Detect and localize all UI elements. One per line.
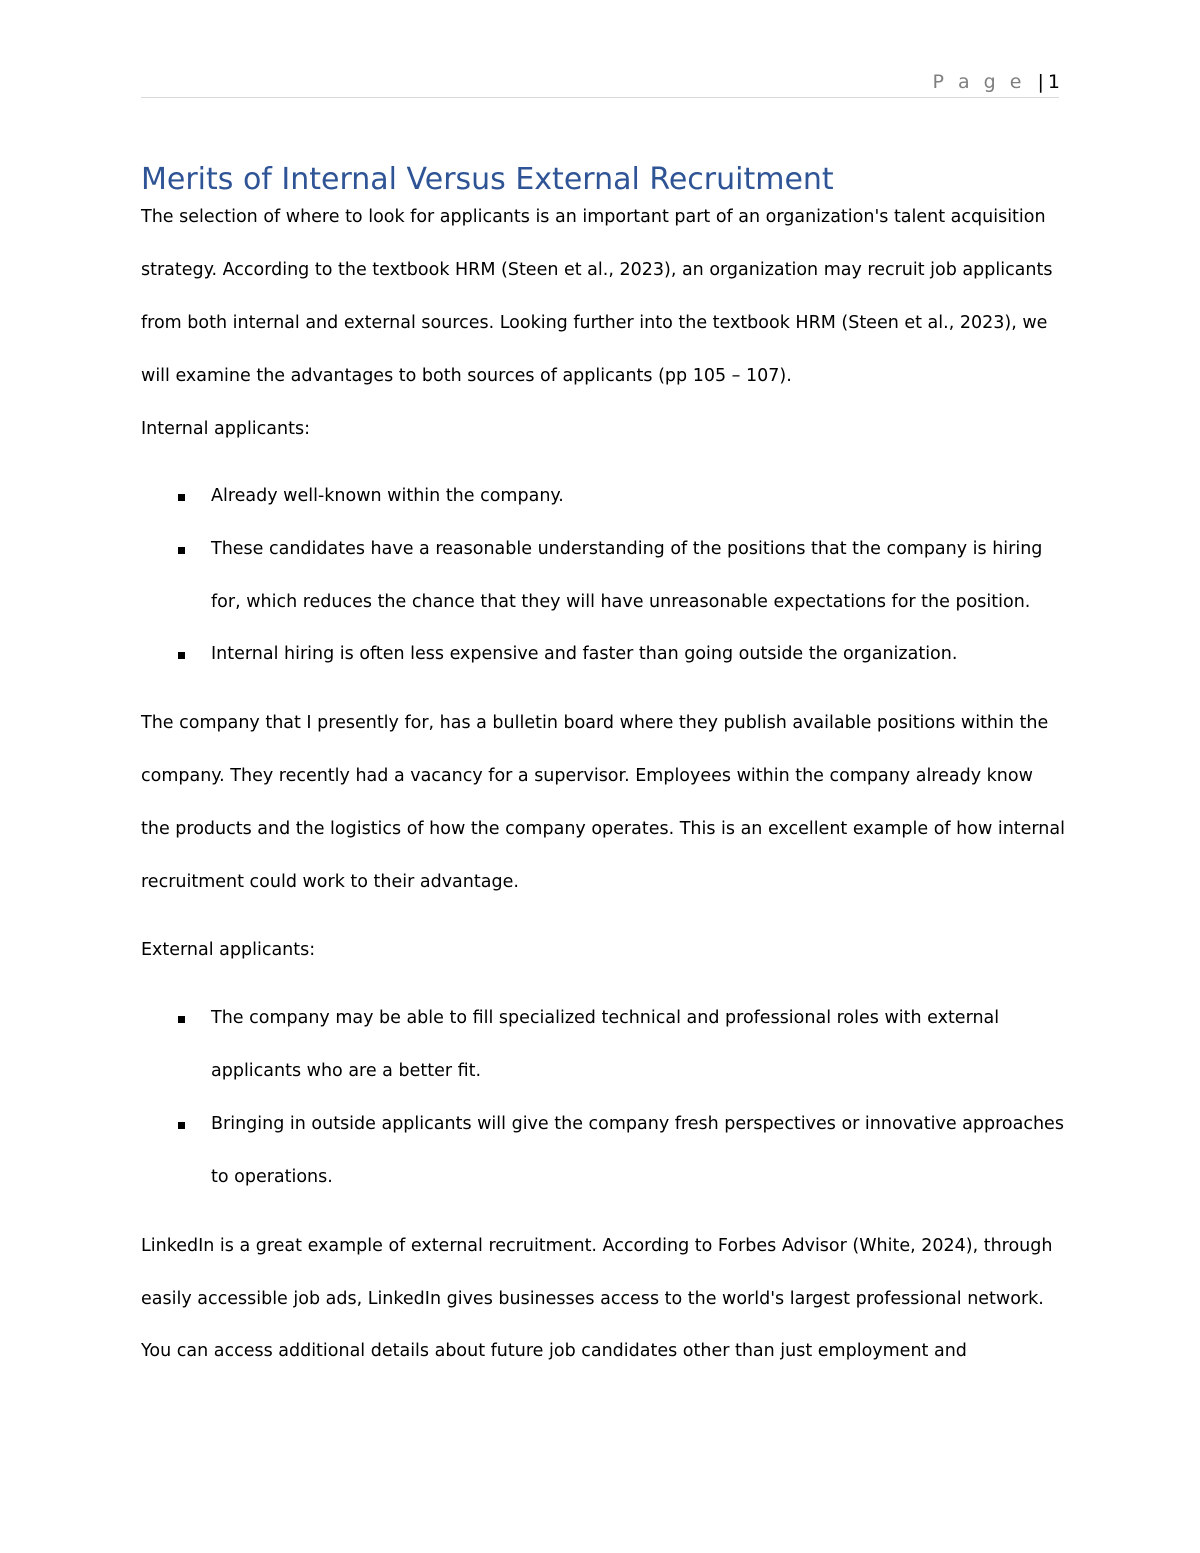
internal-paragraph-line: company. They recently had a vacancy for a supervisor. Employees within the company already know bbox=[141, 766, 1033, 786]
external-bullet-text: Bringing in outside applicants will give the company fresh perspectives or innovative approaches bbox=[211, 1114, 1064, 1134]
page-number: 1 bbox=[1047, 71, 1060, 93]
header-separator: | bbox=[1037, 71, 1044, 93]
intro-line: strategy. According to the textbook HRM (Steen et al., 2023), an organization may recruit job applicants bbox=[141, 260, 1053, 280]
external-heading: External applicants: bbox=[141, 940, 316, 960]
header-divider bbox=[141, 97, 1059, 98]
bullet-marker bbox=[178, 1122, 185, 1129]
intro-line: The selection of where to look for applicants is an important part of an organization's talent acquisition bbox=[141, 207, 1046, 227]
external-bullet-text: applicants who are a better fit. bbox=[211, 1061, 482, 1081]
external-paragraph-line: You can access additional details about future job candidates other than just employment and bbox=[141, 1341, 967, 1361]
external-paragraph-line: LinkedIn is a great example of external recruitment. According to Forbes Advisor (White, 2024), through bbox=[141, 1236, 1053, 1256]
bullet-marker bbox=[178, 547, 185, 554]
external-bullet-text: The company may be able to fill specialized technical and professional roles with external bbox=[211, 1008, 1000, 1028]
external-bullet-text: to operations. bbox=[211, 1167, 333, 1187]
bullet-marker bbox=[178, 1016, 185, 1023]
intro-line: from both internal and external sources. Looking further into the textbook HRM (Steen et al., 2023), we bbox=[141, 313, 1048, 333]
internal-bullet-text: Already well-known within the company. bbox=[211, 486, 564, 506]
bullet-marker bbox=[178, 494, 185, 501]
page-word: P a g e bbox=[932, 71, 1026, 93]
page-number-label bbox=[932, 71, 1060, 93]
internal-bullet-text: for, which reduces the chance that they will have unreasonable expectations for the position. bbox=[211, 592, 1031, 612]
external-paragraph-line: easily accessible job ads, LinkedIn gives businesses access to the world's largest professional network. bbox=[141, 1289, 1044, 1309]
internal-bullet-text: Internal hiring is often less expensive and faster than going outside the organization. bbox=[211, 644, 958, 664]
internal-paragraph-line: The company that I presently for, has a bulletin board where they publish available positions within the bbox=[141, 713, 1049, 733]
intro-line: will examine the advantages to both sources of applicants (pp 105 – 107). bbox=[141, 366, 792, 386]
internal-bullet-text: These candidates have a reasonable understanding of the positions that the company is hiring bbox=[211, 539, 1043, 559]
internal-paragraph-line: the products and the logistics of how the company operates. This is an excellent example of how internal bbox=[141, 819, 1065, 839]
document-title: Merits of Internal Versus External Recruitment bbox=[141, 162, 834, 197]
bullet-marker bbox=[178, 652, 185, 659]
internal-paragraph-line: recruitment could work to their advantage. bbox=[141, 872, 519, 892]
internal-heading: Internal applicants: bbox=[141, 419, 310, 439]
